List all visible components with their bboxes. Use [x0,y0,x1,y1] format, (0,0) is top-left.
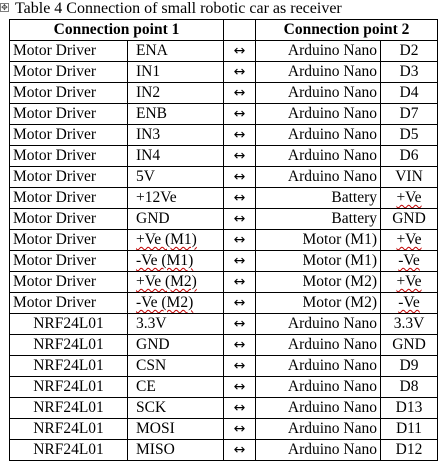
bidirectional-arrow-icon: ↔ [224,440,256,461]
cell-device-2: Arduino Nano [256,314,381,335]
cell-device-1: Motor Driver [10,272,128,293]
bidirectional-arrow-icon: ↔ [224,272,256,293]
cell-pin-1: CSN [128,356,224,377]
cell-pin-1: MOSI [128,419,224,440]
cell-device-1: NRF24L01 [10,335,128,356]
cell-pin-1: -Ve (M2) [128,293,224,314]
cell-device-2: Arduino Nano [256,83,381,104]
cell-device-1: NRF24L01 [10,419,128,440]
table-row [10,104,438,125]
header-connection-point-1: Connection point 1 [10,20,224,41]
bidirectional-arrow-icon: ↔ [224,335,256,356]
bidirectional-arrow-icon: ↔ [224,398,256,419]
header-connection-point-2: Connection point 2 [256,20,438,41]
cell-pin-1: ENB [128,104,224,125]
cell-device-2: Arduino Nano [256,440,381,461]
table-row [10,335,438,356]
cell-pin-1: 3.3V [128,314,224,335]
cell-pin-2: D11 [381,419,438,440]
bidirectional-arrow-icon: ↔ [224,167,256,188]
cell-pin-2: +Ve [381,272,438,293]
table-row [10,188,438,209]
cell-device-2: Arduino Nano [256,167,381,188]
table-move-handle-icon[interactable]: ✥ [1,3,8,12]
cell-pin-1: -Ve (M1) [128,251,224,272]
cell-device-2: Motor (M2) [256,272,381,293]
cell-device-1: Motor Driver [10,146,128,167]
cell-device-2: Arduino Nano [256,419,381,440]
cell-pin-2: D12 [381,440,438,461]
table-row [10,41,438,62]
cell-device-1: Motor Driver [10,104,128,125]
cell-pin-2: D8 [381,377,438,398]
cell-device-1: NRF24L01 [10,398,128,419]
table-row [10,377,438,398]
cell-device-2: Arduino Nano [256,125,381,146]
cell-device-1: Motor Driver [10,83,128,104]
cell-pin-1: GND [128,335,224,356]
cell-pin-2: VIN [381,167,438,188]
cell-device-2: Arduino Nano [256,356,381,377]
cell-device-1: Motor Driver [10,188,128,209]
cell-device-2: Arduino Nano [256,62,381,83]
bidirectional-arrow-icon: ↔ [224,314,256,335]
cell-pin-2: D9 [381,356,438,377]
bidirectional-arrow-icon: ↔ [224,419,256,440]
cell-pin-2: GND [381,335,438,356]
cell-device-1: Motor Driver [10,62,128,83]
table-row [10,83,438,104]
table-row [10,314,438,335]
cell-device-1: Motor Driver [10,41,128,62]
bidirectional-arrow-icon: ↔ [224,293,256,314]
cell-device-2: Battery [256,209,381,230]
cell-device-1: Motor Driver [10,125,128,146]
cell-pin-2: +Ve [381,188,438,209]
cell-pin-1: 5V [128,167,224,188]
cell-pin-2: -Ve [381,251,438,272]
bidirectional-arrow-icon: ↔ [224,230,256,251]
bidirectional-arrow-icon: ↔ [224,356,256,377]
cell-device-1: NRF24L01 [10,440,128,461]
cell-device-1: Motor Driver [10,293,128,314]
table-row [10,167,438,188]
table-row [10,440,438,461]
cell-pin-1: IN1 [128,62,224,83]
bidirectional-arrow-icon: ↔ [224,125,256,146]
table-row [10,272,438,293]
bidirectional-arrow-icon: ↔ [224,41,256,62]
header-arrow-cell [224,20,256,41]
bidirectional-arrow-icon: ↔ [224,83,256,104]
bidirectional-arrow-icon: ↔ [224,104,256,125]
cell-pin-2: 3.3V [381,314,438,335]
bidirectional-arrow-icon: ↔ [224,251,256,272]
table-row [10,125,438,146]
cell-pin-2: D13 [381,398,438,419]
bidirectional-arrow-icon: ↔ [224,377,256,398]
cell-device-2: Motor (M2) [256,293,381,314]
cell-pin-1: ENA [128,41,224,62]
bidirectional-arrow-icon: ↔ [224,209,256,230]
cell-pin-2: +Ve [381,230,438,251]
connection-table [9,19,438,461]
cell-pin-2: D7 [381,104,438,125]
cell-pin-1: +Ve (M2) [128,272,224,293]
cell-pin-1: IN3 [128,125,224,146]
cell-device-1: Motor Driver [10,167,128,188]
cell-device-2: Arduino Nano [256,41,381,62]
cell-pin-2: D3 [381,62,438,83]
cell-device-2: Arduino Nano [256,377,381,398]
cell-device-2: Motor (M1) [256,230,381,251]
table-row [10,146,438,167]
cell-pin-2: GND [381,209,438,230]
cell-device-2: Battery [256,188,381,209]
cell-pin-1: CE [128,377,224,398]
bidirectional-arrow-icon: ↔ [224,62,256,83]
cell-device-2: Arduino Nano [256,104,381,125]
cell-device-1: Motor Driver [10,251,128,272]
cell-device-2: Arduino Nano [256,146,381,167]
cell-device-1: Motor Driver [10,209,128,230]
table-row [10,356,438,377]
cell-device-2: Arduino Nano [256,398,381,419]
cell-pin-2: D2 [381,41,438,62]
cell-device-2: Arduino Nano [256,335,381,356]
cell-device-1: Motor Driver [10,230,128,251]
cell-pin-1: GND [128,209,224,230]
table-row [10,419,438,440]
cell-device-1: NRF24L01 [10,314,128,335]
table-row [10,230,438,251]
bidirectional-arrow-icon: ↔ [224,188,256,209]
table-row [10,293,438,314]
cell-pin-1: SCK [128,398,224,419]
cell-pin-1: +12Ve [128,188,224,209]
cell-pin-1: IN2 [128,83,224,104]
bidirectional-arrow-icon: ↔ [224,146,256,167]
cell-device-1: NRF24L01 [10,356,128,377]
cell-device-2: Motor (M1) [256,251,381,272]
table-row [10,209,438,230]
cell-pin-1: MISO [128,440,224,461]
cell-pin-2: D5 [381,125,438,146]
table-row [10,398,438,419]
cell-pin-2: D4 [381,83,438,104]
cell-pin-1: IN4 [128,146,224,167]
table-header-row [10,20,438,41]
cell-pin-1: +Ve (M1) [128,230,224,251]
table-row [10,62,438,83]
cell-pin-2: -Ve [381,293,438,314]
table-caption: Table 4 Connection of small robotic car as receiver [15,0,342,17]
cell-pin-2: D6 [381,146,438,167]
cell-device-1: NRF24L01 [10,377,128,398]
table-row [10,251,438,272]
